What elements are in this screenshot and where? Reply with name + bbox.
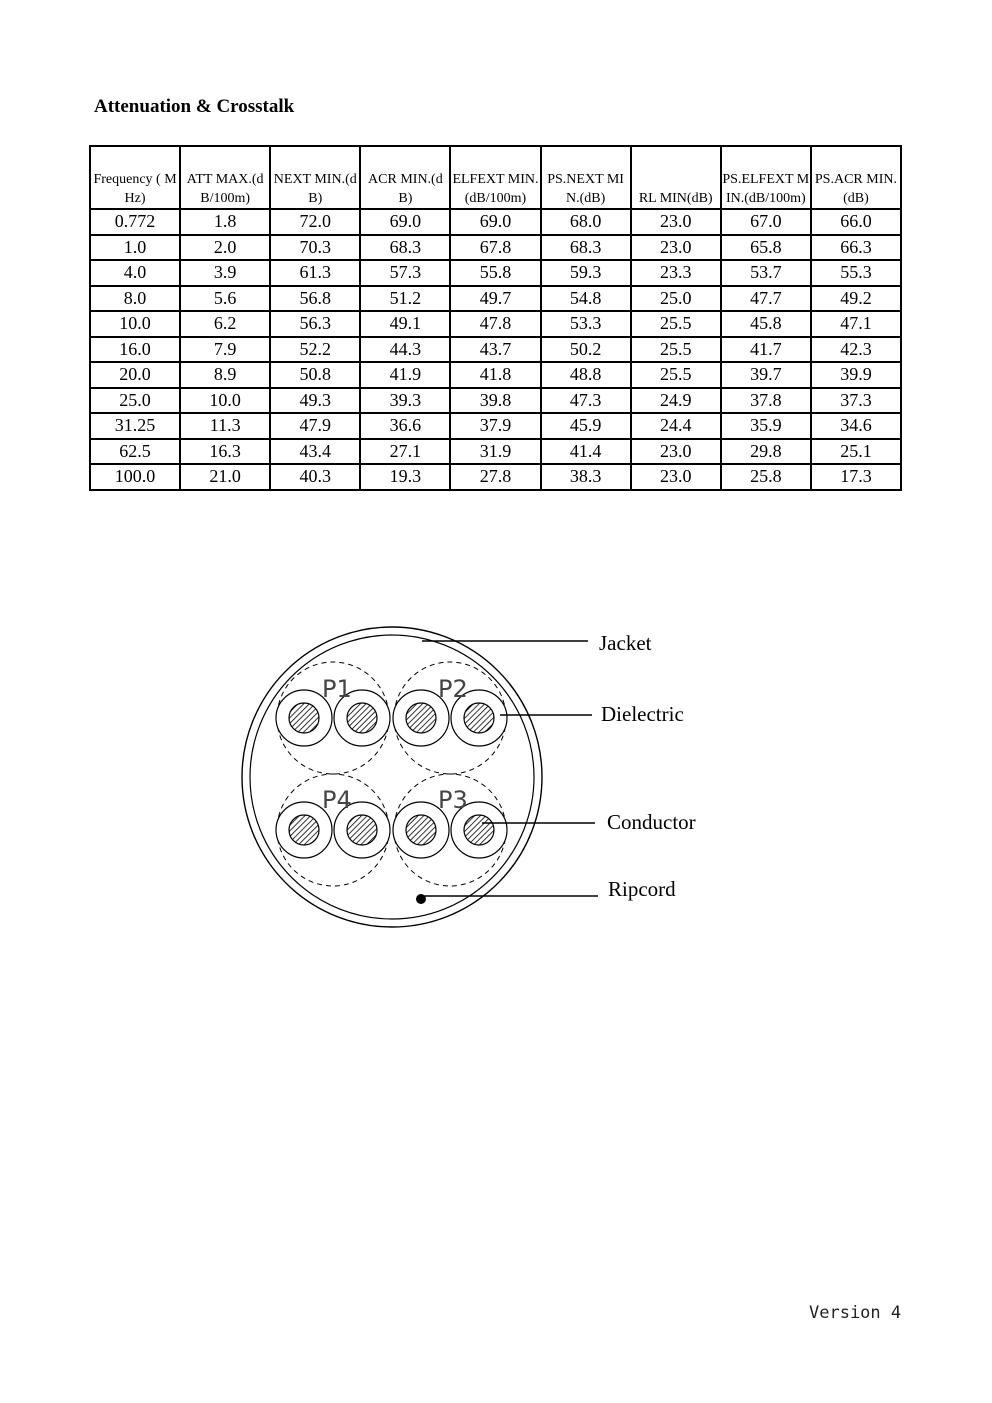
table-cell: 68.3	[360, 235, 450, 261]
table-cell: 4.0	[90, 260, 180, 286]
table-row	[90, 337, 901, 363]
column-header: ELFEXT MIN.(dB/100m)	[450, 146, 540, 209]
section-title: Attenuation & Crosstalk	[94, 96, 295, 117]
table-cell: 23.0	[631, 209, 721, 235]
cable-cross-section-diagram	[0, 600, 992, 940]
table-cell: 10.0	[90, 311, 180, 337]
pair-group	[276, 662, 390, 774]
table-cell: 56.3	[270, 311, 360, 337]
conductor-core	[406, 703, 436, 733]
table-row	[90, 260, 901, 286]
table-cell: 10.0	[180, 388, 270, 414]
column-header: PS.ACR MIN.(dB)	[811, 146, 901, 209]
table-cell: 47.3	[541, 388, 631, 414]
table-cell: 39.7	[721, 362, 811, 388]
table-cell: 41.9	[360, 362, 450, 388]
table-cell: 35.9	[721, 413, 811, 439]
attenuation-crosstalk-table	[89, 145, 902, 491]
table-cell: 25.5	[631, 362, 721, 388]
table-cell: 47.1	[811, 311, 901, 337]
table-cell: 39.3	[360, 388, 450, 414]
pair-group	[393, 774, 507, 886]
table-header-row	[90, 146, 901, 209]
table-cell: 100.0	[90, 464, 180, 490]
table-cell: 23.0	[631, 464, 721, 490]
version-footer: Version 4	[809, 1303, 902, 1323]
table-cell: 23.0	[631, 235, 721, 261]
table-cell: 65.8	[721, 235, 811, 261]
pair-label: P3	[438, 786, 468, 814]
table-cell: 31.25	[90, 413, 180, 439]
table-cell: 37.3	[811, 388, 901, 414]
table-cell: 67.0	[721, 209, 811, 235]
table-cell: 25.5	[631, 337, 721, 363]
table-cell: 53.7	[721, 260, 811, 286]
table-cell: 16.3	[180, 439, 270, 465]
table-cell: 56.8	[270, 286, 360, 312]
table-cell: 34.6	[811, 413, 901, 439]
table-cell: 41.7	[721, 337, 811, 363]
pair-label: P1	[322, 675, 352, 703]
pair-label: P2	[438, 675, 468, 703]
table-cell: 38.3	[541, 464, 631, 490]
table-cell: 8.9	[180, 362, 270, 388]
table-row	[90, 311, 901, 337]
table-row	[90, 209, 901, 235]
table-cell: 48.8	[541, 362, 631, 388]
table-cell: 17.3	[811, 464, 901, 490]
table-cell: 1.8	[180, 209, 270, 235]
table-cell: 62.5	[90, 439, 180, 465]
pair-group	[276, 774, 390, 886]
table-cell: 29.8	[721, 439, 811, 465]
table-cell: 19.3	[360, 464, 450, 490]
table-cell: 16.0	[90, 337, 180, 363]
table-cell: 6.2	[180, 311, 270, 337]
table-cell: 68.3	[541, 235, 631, 261]
table-cell: 66.0	[811, 209, 901, 235]
table-cell: 8.0	[90, 286, 180, 312]
table-row	[90, 388, 901, 414]
table-cell: 41.4	[541, 439, 631, 465]
table-cell: 21.0	[180, 464, 270, 490]
table-row	[90, 362, 901, 388]
table-cell: 54.8	[541, 286, 631, 312]
column-header: Frequency ( MHz)	[90, 146, 180, 209]
table-cell: 25.0	[631, 286, 721, 312]
table-cell: 49.1	[360, 311, 450, 337]
table-cell: 43.4	[270, 439, 360, 465]
conductor-core	[289, 703, 319, 733]
conductor-core	[347, 703, 377, 733]
table-cell: 69.0	[450, 209, 540, 235]
jacket-label: Jacket	[599, 631, 652, 655]
table-cell: 25.5	[631, 311, 721, 337]
table-cell: 36.6	[360, 413, 450, 439]
table-row	[90, 413, 901, 439]
table-cell: 5.6	[180, 286, 270, 312]
table-cell: 51.2	[360, 286, 450, 312]
table-cell: 27.1	[360, 439, 450, 465]
table-cell: 49.7	[450, 286, 540, 312]
table-cell: 3.9	[180, 260, 270, 286]
table-cell: 24.4	[631, 413, 721, 439]
table-cell: 1.0	[90, 235, 180, 261]
table-cell: 45.8	[721, 311, 811, 337]
table-row	[90, 464, 901, 490]
table-cell: 40.3	[270, 464, 360, 490]
table-cell: 31.9	[450, 439, 540, 465]
table-cell: 50.8	[270, 362, 360, 388]
twisted-pairs	[276, 662, 507, 886]
table-cell: 37.8	[721, 388, 811, 414]
table-cell: 25.8	[721, 464, 811, 490]
table-cell: 50.2	[541, 337, 631, 363]
conductor-core	[289, 815, 319, 845]
jacket-outline	[242, 627, 542, 927]
table-cell: 2.0	[180, 235, 270, 261]
table-cell: 20.0	[90, 362, 180, 388]
table-cell: 68.0	[541, 209, 631, 235]
table-cell: 49.3	[270, 388, 360, 414]
table-cell: 7.9	[180, 337, 270, 363]
pair-group	[393, 662, 507, 774]
table-cell: 23.0	[631, 439, 721, 465]
conductor-core	[464, 703, 494, 733]
dielectric-label: Dielectric	[601, 702, 684, 726]
table-cell: 43.7	[450, 337, 540, 363]
column-header: PS.ELFEXT MIN.(dB/100m)	[721, 146, 811, 209]
table-cell: 27.8	[450, 464, 540, 490]
table-cell: 41.8	[450, 362, 540, 388]
conductor-label: Conductor	[607, 810, 696, 834]
conductor-core	[464, 815, 494, 845]
pair-label: P4	[322, 786, 352, 814]
column-header: RL MIN(dB)	[631, 146, 721, 209]
table-cell: 55.8	[450, 260, 540, 286]
ripcord-label: Ripcord	[608, 877, 676, 901]
table-cell: 66.3	[811, 235, 901, 261]
table-cell: 67.8	[450, 235, 540, 261]
table-cell: 55.3	[811, 260, 901, 286]
table-cell: 42.3	[811, 337, 901, 363]
table-cell: 69.0	[360, 209, 450, 235]
table-cell: 25.0	[90, 388, 180, 414]
table-cell: 70.3	[270, 235, 360, 261]
table-cell: 47.9	[270, 413, 360, 439]
conductor-core	[347, 815, 377, 845]
table-row	[90, 235, 901, 261]
table-cell: 25.1	[811, 439, 901, 465]
table-cell: 53.3	[541, 311, 631, 337]
table-row	[90, 439, 901, 465]
table-cell: 23.3	[631, 260, 721, 286]
table-cell: 52.2	[270, 337, 360, 363]
table-cell: 11.3	[180, 413, 270, 439]
table-cell: 57.3	[360, 260, 450, 286]
column-header: NEXT MIN.(dB)	[270, 146, 360, 209]
column-header: PS.NEXT MIN.(dB)	[541, 146, 631, 209]
table-cell: 49.2	[811, 286, 901, 312]
column-header: ACR MIN.(dB)	[360, 146, 450, 209]
table-cell: 37.9	[450, 413, 540, 439]
table-cell: 44.3	[360, 337, 450, 363]
table-row	[90, 286, 901, 312]
conductor-core	[406, 815, 436, 845]
table-cell: 39.8	[450, 388, 540, 414]
table-cell: 47.7	[721, 286, 811, 312]
table-cell: 45.9	[541, 413, 631, 439]
table-body	[90, 209, 901, 490]
table-cell: 72.0	[270, 209, 360, 235]
column-header: ATT MAX.(dB/100m)	[180, 146, 270, 209]
table-cell: 24.9	[631, 388, 721, 414]
table-cell: 61.3	[270, 260, 360, 286]
table-cell: 47.8	[450, 311, 540, 337]
table-cell: 39.9	[811, 362, 901, 388]
table-cell: 59.3	[541, 260, 631, 286]
table-cell: 0.772	[90, 209, 180, 235]
